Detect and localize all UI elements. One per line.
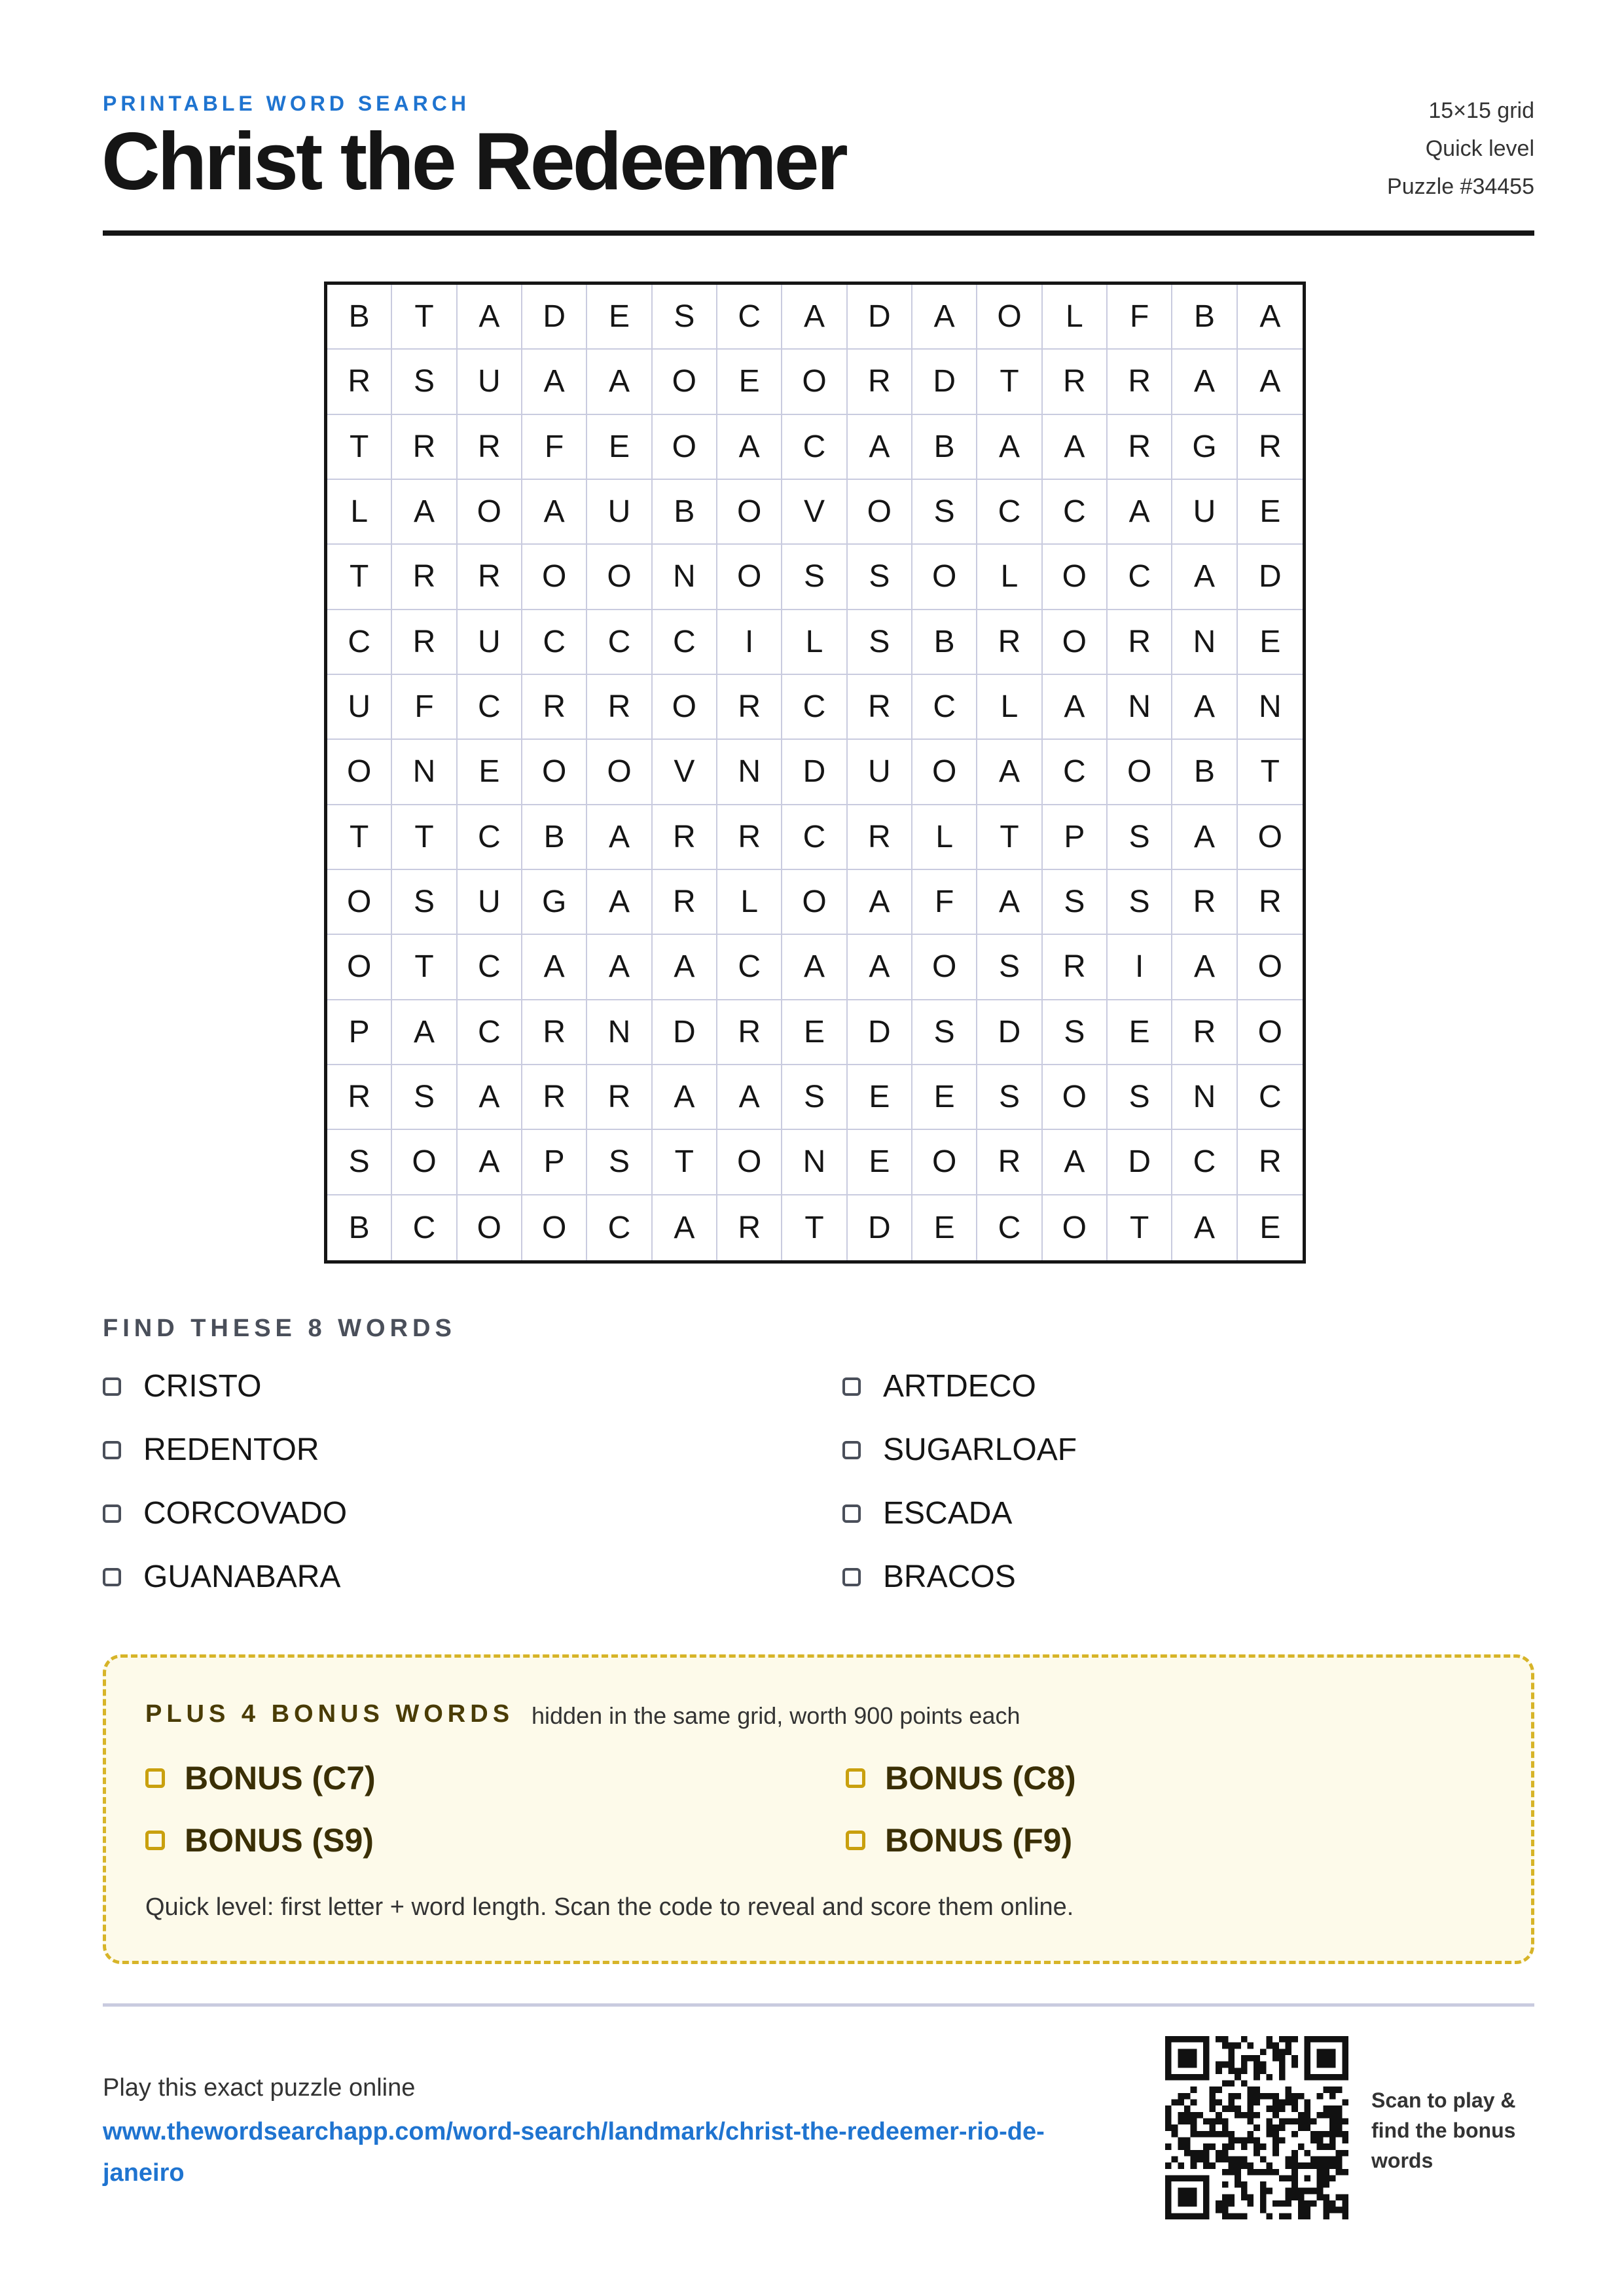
grid-cell[interactable]: C [392, 1195, 457, 1260]
checkbox-icon[interactable] [145, 1768, 165, 1788]
grid-cell[interactable]: O [522, 740, 587, 805]
checkbox-icon[interactable] [103, 1504, 121, 1523]
grid-cell[interactable]: L [977, 675, 1042, 740]
grid-cell[interactable]: L [977, 545, 1042, 610]
grid-cell[interactable]: A [1043, 1130, 1108, 1195]
grid-cell[interactable]: T [977, 805, 1042, 870]
grid-cell[interactable]: O [587, 545, 652, 610]
grid-cell[interactable]: O [717, 545, 782, 610]
bonus-label: BONUS (C8) [885, 1760, 1076, 1796]
grid-cell[interactable]: F [912, 870, 977, 935]
grid-cell[interactable]: P [327, 1000, 392, 1065]
grid-cell[interactable]: C [717, 285, 782, 350]
grid-cell[interactable]: U [848, 740, 912, 805]
level-label: Quick level [1425, 136, 1534, 161]
grid-cell[interactable]: B [327, 1195, 392, 1260]
grid-cell[interactable]: S [782, 1065, 847, 1130]
grid-cell[interactable]: S [977, 935, 1042, 1000]
puzzle-url-link[interactable]: www.thewordsearchapp.com/word-search/landmark/christ-the-redeemer-rio-de-janeiro [103, 2118, 1045, 2187]
grid-cell[interactable]: F [522, 415, 587, 480]
header-divider [103, 230, 1534, 236]
checkbox-icon[interactable] [842, 1568, 861, 1586]
grid-cell[interactable]: E [587, 415, 652, 480]
grid-cell[interactable]: B [912, 610, 977, 675]
grid-cell[interactable]: C [458, 1000, 522, 1065]
grid-cell[interactable]: C [1108, 545, 1172, 610]
grid-cell[interactable]: R [977, 610, 1042, 675]
grid-cell[interactable]: L [717, 870, 782, 935]
grid-cell[interactable]: C [458, 675, 522, 740]
grid-cell[interactable]: O [1238, 1000, 1303, 1065]
grid-cell[interactable]: A [1172, 350, 1237, 414]
grid-cell[interactable]: S [653, 285, 717, 350]
grid-cell[interactable]: S [848, 545, 912, 610]
word-item[interactable] [103, 1432, 319, 1468]
grid-cell[interactable]: A [1043, 675, 1108, 740]
grid-cell[interactable]: A [848, 870, 912, 935]
grid-cell[interactable]: S [327, 1130, 392, 1195]
bonus-note: Quick level: first letter + word length. Scan the code to reveal and score them online. [145, 1893, 1074, 1921]
grid-cell[interactable]: A [782, 285, 847, 350]
bonus-label: BONUS (F9) [885, 1822, 1073, 1859]
grid-cell[interactable]: R [392, 415, 457, 480]
grid-cell[interactable]: A [1172, 545, 1237, 610]
grid-cell[interactable]: A [653, 935, 717, 1000]
puzzle-meta [1387, 92, 1534, 206]
grid-cell[interactable]: R [1108, 350, 1172, 414]
grid-cell[interactable]: G [1172, 415, 1237, 480]
grid-cell[interactable]: F [1108, 285, 1172, 350]
word-item[interactable] [842, 1495, 1012, 1531]
grid-cell[interactable]: O [717, 1130, 782, 1195]
grid-cell[interactable]: C [1043, 740, 1108, 805]
grid-cell[interactable]: C [458, 805, 522, 870]
word-label: BRACOS [883, 1559, 1016, 1594]
grid-cell[interactable]: U [327, 675, 392, 740]
grid-cell[interactable]: R [1043, 350, 1108, 414]
grid-cell[interactable]: R [1172, 870, 1237, 935]
grid-cell[interactable]: C [782, 805, 847, 870]
grid-cell[interactable]: C [1238, 1065, 1303, 1130]
grid-cell[interactable]: V [782, 480, 847, 545]
grid-cell[interactable]: C [327, 610, 392, 675]
grid-cell[interactable]: C [522, 610, 587, 675]
grid-cell[interactable]: S [392, 870, 457, 935]
find-words-heading: FIND THESE 8 WORDS [103, 1315, 456, 1342]
grid-cell[interactable]: P [1043, 805, 1108, 870]
grid-cell[interactable]: B [522, 805, 587, 870]
word-label: SUGARLOAF [883, 1432, 1077, 1467]
checkbox-icon[interactable] [842, 1377, 861, 1396]
grid-cell[interactable]: L [327, 480, 392, 545]
grid-cell[interactable]: T [782, 1195, 847, 1260]
word-list [103, 1368, 1534, 1630]
grid-cell[interactable]: D [848, 1195, 912, 1260]
grid-cell[interactable]: R [717, 675, 782, 740]
grid-cell[interactable]: O [653, 350, 717, 414]
grid-cell[interactable]: N [392, 740, 457, 805]
grid-cell[interactable]: B [327, 285, 392, 350]
grid-cell[interactable]: R [587, 1065, 652, 1130]
grid-cell[interactable]: E [848, 1130, 912, 1195]
bonus-label: BONUS (S9) [185, 1822, 374, 1859]
grid-cell[interactable]: U [458, 350, 522, 414]
grid-cell[interactable]: D [522, 285, 587, 350]
checkbox-icon[interactable] [145, 1831, 165, 1850]
checkbox-icon[interactable] [842, 1441, 861, 1459]
grid-cell[interactable]: C [458, 935, 522, 1000]
grid-cell[interactable]: A [1172, 805, 1237, 870]
grid-cell[interactable]: N [717, 740, 782, 805]
grid-cell[interactable]: O [1043, 1195, 1108, 1260]
grid-cell[interactable]: A [717, 1065, 782, 1130]
grid-cell[interactable]: S [1108, 805, 1172, 870]
grid-cell[interactable]: N [1108, 675, 1172, 740]
grid-cell[interactable]: S [977, 1065, 1042, 1130]
word-item[interactable] [103, 1559, 340, 1595]
grid-cell[interactable]: D [912, 350, 977, 414]
grid-cell[interactable]: O [912, 935, 977, 1000]
grid-cell[interactable]: A [458, 1065, 522, 1130]
grid-cell[interactable]: A [587, 935, 652, 1000]
grid-cell[interactable]: R [848, 350, 912, 414]
grid-cell[interactable]: S [912, 1000, 977, 1065]
grid-cell[interactable]: R [1043, 935, 1108, 1000]
bonus-item[interactable] [846, 1821, 1072, 1859]
grid-cell[interactable]: C [977, 1195, 1042, 1260]
grid-cell[interactable]: I [717, 610, 782, 675]
grid-cell[interactable]: S [392, 1065, 457, 1130]
grid-cell[interactable]: A [848, 415, 912, 480]
grid-cell[interactable]: A [977, 740, 1042, 805]
grid-cell[interactable]: E [1238, 480, 1303, 545]
checkbox-icon[interactable] [103, 1568, 121, 1586]
checkbox-icon[interactable] [846, 1831, 865, 1850]
grid-cell[interactable]: N [587, 1000, 652, 1065]
grid-cell[interactable]: U [458, 870, 522, 935]
grid-cell[interactable]: T [327, 545, 392, 610]
grid-cell[interactable]: O [782, 870, 847, 935]
grid-cell[interactable]: A [522, 935, 587, 1000]
grid-cell[interactable]: N [1172, 1065, 1237, 1130]
grid-cell[interactable]: R [522, 675, 587, 740]
grid-cell[interactable]: D [653, 1000, 717, 1065]
qr-code-icon[interactable] [1165, 2036, 1348, 2219]
grid-cell[interactable]: D [848, 1000, 912, 1065]
grid-cell[interactable]: E [717, 350, 782, 414]
grid-cell[interactable]: A [717, 415, 782, 480]
grid-cell[interactable]: E [458, 740, 522, 805]
scan-instructions: Scan to play & find the bonus words [1371, 2088, 1516, 2172]
grid-cell[interactable]: C [1172, 1130, 1237, 1195]
grid-cell[interactable]: D [782, 740, 847, 805]
grid-cell[interactable]: O [912, 545, 977, 610]
grid-cell[interactable]: A [653, 1195, 717, 1260]
grid-cell[interactable]: E [912, 1065, 977, 1130]
grid-cell[interactable]: C [587, 610, 652, 675]
grid-cell[interactable]: O [653, 415, 717, 480]
grid-cell[interactable]: N [1172, 610, 1237, 675]
grid-cell[interactable]: R [458, 545, 522, 610]
grid-cell[interactable]: A [1172, 935, 1237, 1000]
grid-cell[interactable]: A [1238, 350, 1303, 414]
grid-cell[interactable]: T [392, 935, 457, 1000]
grid-cell[interactable]: O [327, 935, 392, 1000]
puzzle-id-label: Puzzle #34455 [1387, 174, 1534, 199]
grid-cell[interactable]: O [392, 1130, 457, 1195]
grid-cell[interactable]: S [1043, 870, 1108, 935]
grid-cell[interactable]: O [1238, 805, 1303, 870]
grid-cell[interactable]: R [977, 1130, 1042, 1195]
grid-cell[interactable]: A [977, 415, 1042, 480]
grid-cell[interactable]: T [392, 285, 457, 350]
grid-cell[interactable]: G [522, 870, 587, 935]
grid-cell[interactable]: O [522, 545, 587, 610]
grid-cell[interactable]: A [653, 1065, 717, 1130]
bonus-heading: PLUS 4 BONUS WORDS [145, 1700, 514, 1728]
grid-cell[interactable]: R [327, 1065, 392, 1130]
page-title: Christ the Redeemer [101, 117, 846, 207]
grid-cell[interactable]: O [327, 740, 392, 805]
checkbox-icon[interactable] [846, 1768, 865, 1788]
grid-cell[interactable]: O [1108, 740, 1172, 805]
bonus-panel [103, 1654, 1534, 1964]
grid-cell[interactable]: R [1108, 415, 1172, 480]
grid-cell[interactable]: R [1108, 610, 1172, 675]
grid-cell[interactable]: O [782, 350, 847, 414]
word-item[interactable] [842, 1559, 1016, 1595]
grid-cell[interactable]: R [717, 1195, 782, 1260]
grid-cell[interactable]: D [848, 285, 912, 350]
word-label: CORCOVADO [143, 1496, 348, 1531]
grid-cell[interactable]: R [717, 1000, 782, 1065]
grid-cell[interactable]: U [458, 610, 522, 675]
grid-cell[interactable]: A [782, 935, 847, 1000]
grid-cell[interactable]: A [522, 350, 587, 414]
grid-cell[interactable]: C [653, 610, 717, 675]
grid-cell[interactable]: O [327, 870, 392, 935]
word-item[interactable] [842, 1432, 1077, 1468]
footer-divider [103, 2003, 1534, 2007]
bonus-subheading: hidden in the same grid, worth 900 points each [532, 1702, 1020, 1729]
word-label: ARTDECO [883, 1369, 1036, 1404]
grid-cell[interactable]: O [1238, 935, 1303, 1000]
grid-cell[interactable]: R [653, 805, 717, 870]
grid-cell[interactable]: R [1238, 870, 1303, 935]
grid-cell[interactable]: T [653, 1130, 717, 1195]
grid-cell[interactable]: O [848, 480, 912, 545]
grid-cell[interactable]: R [848, 805, 912, 870]
word-label: GUANABARA [143, 1559, 341, 1594]
grid-cell[interactable]: S [848, 610, 912, 675]
grid-cell[interactable]: A [458, 285, 522, 350]
grid-cell[interactable]: C [977, 480, 1042, 545]
checkbox-icon[interactable] [842, 1504, 861, 1523]
grid-cell[interactable]: L [1043, 285, 1108, 350]
grid-cell[interactable]: S [587, 1130, 652, 1195]
grid-cell[interactable]: T [327, 415, 392, 480]
grid-cell[interactable]: A [848, 935, 912, 1000]
grid-cell[interactable]: O [587, 740, 652, 805]
grid-cell[interactable]: A [587, 350, 652, 414]
grid-cell[interactable]: T [977, 350, 1042, 414]
grid-cell[interactable]: E [1238, 610, 1303, 675]
grid-cell[interactable]: O [522, 1195, 587, 1260]
checkbox-icon[interactable] [103, 1377, 121, 1396]
header-kicker: PRINTABLE WORD SEARCH [103, 92, 470, 115]
grid-cell[interactable]: R [848, 675, 912, 740]
grid-cell[interactable]: I [1108, 935, 1172, 1000]
grid-cell[interactable]: R [1172, 1000, 1237, 1065]
grid-cell[interactable]: V [653, 740, 717, 805]
grid-cell[interactable]: D [1238, 545, 1303, 610]
grid-cell[interactable]: N [653, 545, 717, 610]
grid-cell[interactable]: O [1043, 1065, 1108, 1130]
grid-cell[interactable]: S [1043, 1000, 1108, 1065]
grid-cell[interactable]: O [717, 480, 782, 545]
grid-cell[interactable]: L [912, 805, 977, 870]
grid-cell[interactable]: B [1172, 285, 1237, 350]
grid-cell[interactable]: O [458, 1195, 522, 1260]
grid-cell[interactable]: F [392, 675, 457, 740]
grid-cell[interactable]: O [458, 480, 522, 545]
bonus-item[interactable] [145, 1759, 376, 1797]
grid-cell[interactable]: O [653, 675, 717, 740]
grid-cell[interactable]: A [522, 480, 587, 545]
grid-cell[interactable]: R [1238, 1130, 1303, 1195]
word-item[interactable] [842, 1368, 1036, 1404]
grid-cell[interactable]: A [587, 870, 652, 935]
grid-cell[interactable]: T [1108, 1195, 1172, 1260]
grid-cell[interactable]: C [717, 935, 782, 1000]
grid-cell[interactable]: A [392, 1000, 457, 1065]
checkbox-icon[interactable] [103, 1441, 121, 1459]
word-label: REDENTOR [143, 1432, 319, 1467]
grid-cell[interactable]: R [392, 545, 457, 610]
grid-cell[interactable]: R [458, 415, 522, 480]
play-online-label: Play this exact puzzle online [103, 2074, 416, 2102]
grid-cell[interactable]: O [912, 1130, 977, 1195]
grid-cell[interactable]: R [653, 870, 717, 935]
grid-cell[interactable]: T [392, 805, 457, 870]
grid-cell[interactable]: S [392, 350, 457, 414]
grid-cell[interactable]: C [912, 675, 977, 740]
grid-cell[interactable]: U [587, 480, 652, 545]
grid-cell[interactable]: U [1172, 480, 1237, 545]
grid-cell[interactable]: E [782, 1000, 847, 1065]
grid-cell[interactable]: E [1108, 1000, 1172, 1065]
grid-cell[interactable]: C [782, 675, 847, 740]
grid-cell[interactable]: A [1172, 1195, 1237, 1260]
grid-cell[interactable]: A [1172, 675, 1237, 740]
grid-cell[interactable]: C [1043, 480, 1108, 545]
grid-cell[interactable]: A [1238, 285, 1303, 350]
bonus-item[interactable] [846, 1759, 1076, 1797]
word-search-grid [324, 282, 1306, 1264]
grid-cell[interactable]: S [1108, 870, 1172, 935]
grid-cell[interactable]: R [327, 350, 392, 414]
grid-cell[interactable]: R [717, 805, 782, 870]
word-item[interactable] [103, 1368, 261, 1404]
grid-cell[interactable]: N [1238, 675, 1303, 740]
grid-cell[interactable]: E [1259, 1210, 1281, 1245]
grid-cell[interactable]: O [1043, 545, 1108, 610]
grid-cell[interactable]: S [1108, 1065, 1172, 1130]
grid-cell[interactable]: T [1238, 740, 1303, 805]
grid-cell[interactable]: B [1172, 740, 1237, 805]
grid-cell[interactable]: C [587, 1195, 652, 1260]
grid-cell[interactable]: R [522, 1000, 587, 1065]
grid-cell[interactable]: E [912, 1195, 977, 1260]
grid-cell[interactable]: R [392, 610, 457, 675]
word-label: ESCADA [883, 1496, 1013, 1531]
grid-cell[interactable]: A [977, 870, 1042, 935]
grid-cell[interactable]: R [587, 675, 652, 740]
grid-cell[interactable]: R [1238, 415, 1303, 480]
grid-cell[interactable]: A [912, 285, 977, 350]
grid-cell[interactable]: S [912, 480, 977, 545]
grid-cell[interactable]: C [782, 415, 847, 480]
grid-cell[interactable]: O [977, 285, 1042, 350]
grid-cell[interactable]: A [458, 1130, 522, 1195]
grid-cell[interactable]: B [653, 480, 717, 545]
grid-cell[interactable]: D [1108, 1130, 1172, 1195]
grid-cell[interactable]: A [587, 805, 652, 870]
grid-cell[interactable]: O [1043, 610, 1108, 675]
grid-cell[interactable]: E [848, 1065, 912, 1130]
grid-cell[interactable]: A [1043, 415, 1108, 480]
grid-size-label: 15×15 grid [1428, 98, 1534, 123]
word-label: CRISTO [143, 1369, 262, 1404]
grid-cell[interactable]: A [1108, 480, 1172, 545]
grid-cell[interactable]: R [522, 1065, 587, 1130]
grid-cell[interactable]: S [782, 545, 847, 610]
grid-cell[interactable]: T [327, 805, 392, 870]
grid-cell[interactable]: O [912, 740, 977, 805]
grid-cell[interactable]: L [782, 610, 847, 675]
grid-cell[interactable]: B [912, 415, 977, 480]
grid-cell[interactable]: N [782, 1130, 847, 1195]
grid-cell[interactable]: P [522, 1130, 587, 1195]
bonus-item[interactable] [145, 1821, 374, 1859]
bonus-label: BONUS (C7) [185, 1760, 376, 1796]
word-item[interactable] [103, 1495, 347, 1531]
grid-cell[interactable]: E [587, 285, 652, 350]
grid-cell[interactable]: D [977, 1000, 1042, 1065]
grid-cell[interactable]: A [392, 480, 457, 545]
